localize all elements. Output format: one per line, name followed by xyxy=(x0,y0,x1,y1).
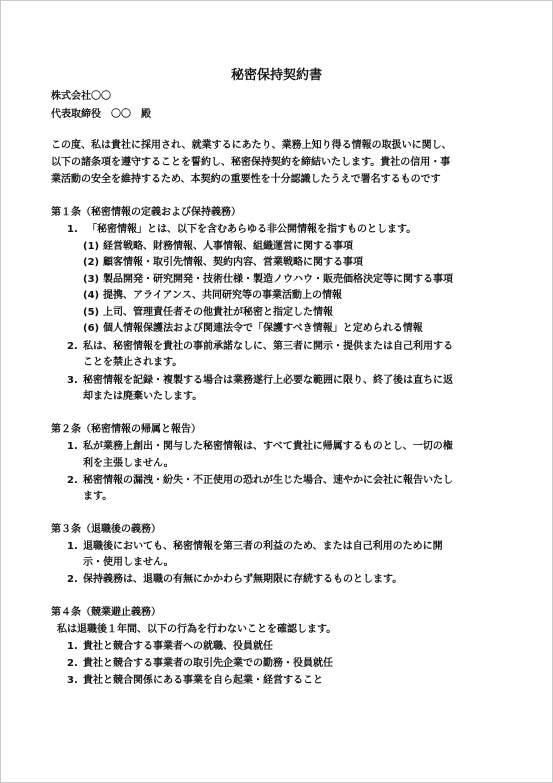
list-number: 2. xyxy=(67,574,78,585)
subitem-text: 製品開発・研究開発・技術仕様・製造ノウハウ・販売価格決定等に関する事項 xyxy=(103,274,453,285)
list-number: 1. xyxy=(67,541,78,552)
intro-line: この度、私は貴社に採用され、就業するにあたり、業務上知り得る情報の取扱いに関し、 xyxy=(51,140,452,151)
intro-line: 以下の諸条項を遵守することを誓約し、秘密保持契約を締結いたします。貴社の信用・事 xyxy=(51,157,451,168)
subitem-text: 上司、管理責任者その他貴社が秘密と指定した情報 xyxy=(103,307,333,318)
subitem-text: 経営戦略、財務情報、人事情報、組織運営に関する事項 xyxy=(103,241,353,252)
article-3-heading: 第３条（退職後の義務） xyxy=(51,524,161,535)
intro-line: 業活動の安全を維持するため、本契約の重要性を十分認識したうえで署名するものです xyxy=(51,174,441,185)
article-3-item-2: 保持義務は、退職の有無にかかわらず無期限に存続するものとします。 xyxy=(83,574,403,585)
subitem-number: (5) xyxy=(83,307,100,318)
article-1-item-2: 私は、秘密情報を貴社の事前承諾なしに、第三者に開示・提供または自己利用する xyxy=(83,341,453,352)
document-title: 秘密保持契約書 xyxy=(230,68,322,83)
subitem-number: (4) xyxy=(83,290,100,301)
article-4-lead: 私は退職後１年間、以下の行為を行わないことを確認します。 xyxy=(57,624,337,635)
subitem-number: (2) xyxy=(83,257,100,268)
article-2-item-1: 私が業務上創出・関与した秘密情報は、すべて貴社に帰属するものとし、一切の権 xyxy=(83,441,453,452)
article-3-item-1: 退職後においても、秘密情報を第三者の利益のため、または自己利用のために開 xyxy=(83,541,443,552)
list-number: 1. xyxy=(67,224,78,235)
list-number: 2. xyxy=(67,658,78,669)
list-number: 2. xyxy=(67,341,78,352)
article-1-item-2: ことを禁止されます。 xyxy=(83,357,183,368)
addressee-representative: 代表取締役 〇〇 殿 xyxy=(51,109,151,120)
article-2-heading: 第２条（秘密情報の帰属と報告） xyxy=(51,424,201,435)
list-number: 1. xyxy=(67,441,78,452)
article-4-item: 貴社と競合する事業者への就職、役員就任 xyxy=(83,641,273,652)
subitem-text: 顧客情報・取引先情報、契約内容、営業戦略に関する事項 xyxy=(103,257,363,268)
list-number: 3. xyxy=(67,375,78,386)
article-4-heading: 第４条（競業避止義務） xyxy=(51,607,161,618)
subitem-text: 個人情報保護法および関連法令で「保護すべき情報」と定められる情報 xyxy=(103,323,423,334)
article-2-item-2: 秘密情報の漏洩・紛失・不正使用の恐れが生じた場合、速やかに会社に報告いたし xyxy=(83,475,453,486)
article-1-item-1: 「秘密情報」とは、以下を含むあらゆる非公開情報を指すものとします。 xyxy=(87,224,417,235)
subitem-number: (3) xyxy=(83,274,100,285)
list-number: 1. xyxy=(67,641,78,652)
list-number: 2. xyxy=(67,475,78,486)
addressee-company: 株式会社〇〇 xyxy=(51,91,111,102)
article-4-item: 貴社と競合する事業者の取引先企業での勤務・役員就任 xyxy=(83,658,333,669)
list-number: 3. xyxy=(67,675,78,686)
article-1-item-3: 却または廃棄いたします。 xyxy=(83,391,203,402)
article-1-heading: 第１条（秘密情報の定義および保持義務） xyxy=(51,207,241,218)
article-1-item-3: 秘密情報を記録・複製する場合は業務遂行上必要な範囲に限り、終了後は直ちに返 xyxy=(83,375,453,386)
subitem-number: (1) xyxy=(83,241,100,252)
article-4-item: 貴社と競合関係にある事業を自ら起業・経営すること xyxy=(83,675,323,686)
article-2-item-1: 利を主張しません。 xyxy=(83,458,174,469)
article-2-item-2: ます。 xyxy=(83,491,113,502)
subitem-number: (6) xyxy=(83,323,100,334)
article-3-item-1: 示・使用しません。 xyxy=(83,557,174,568)
subitem-text: 提携、アライアンス、共同研究等の事業活動上の情報 xyxy=(103,290,342,301)
